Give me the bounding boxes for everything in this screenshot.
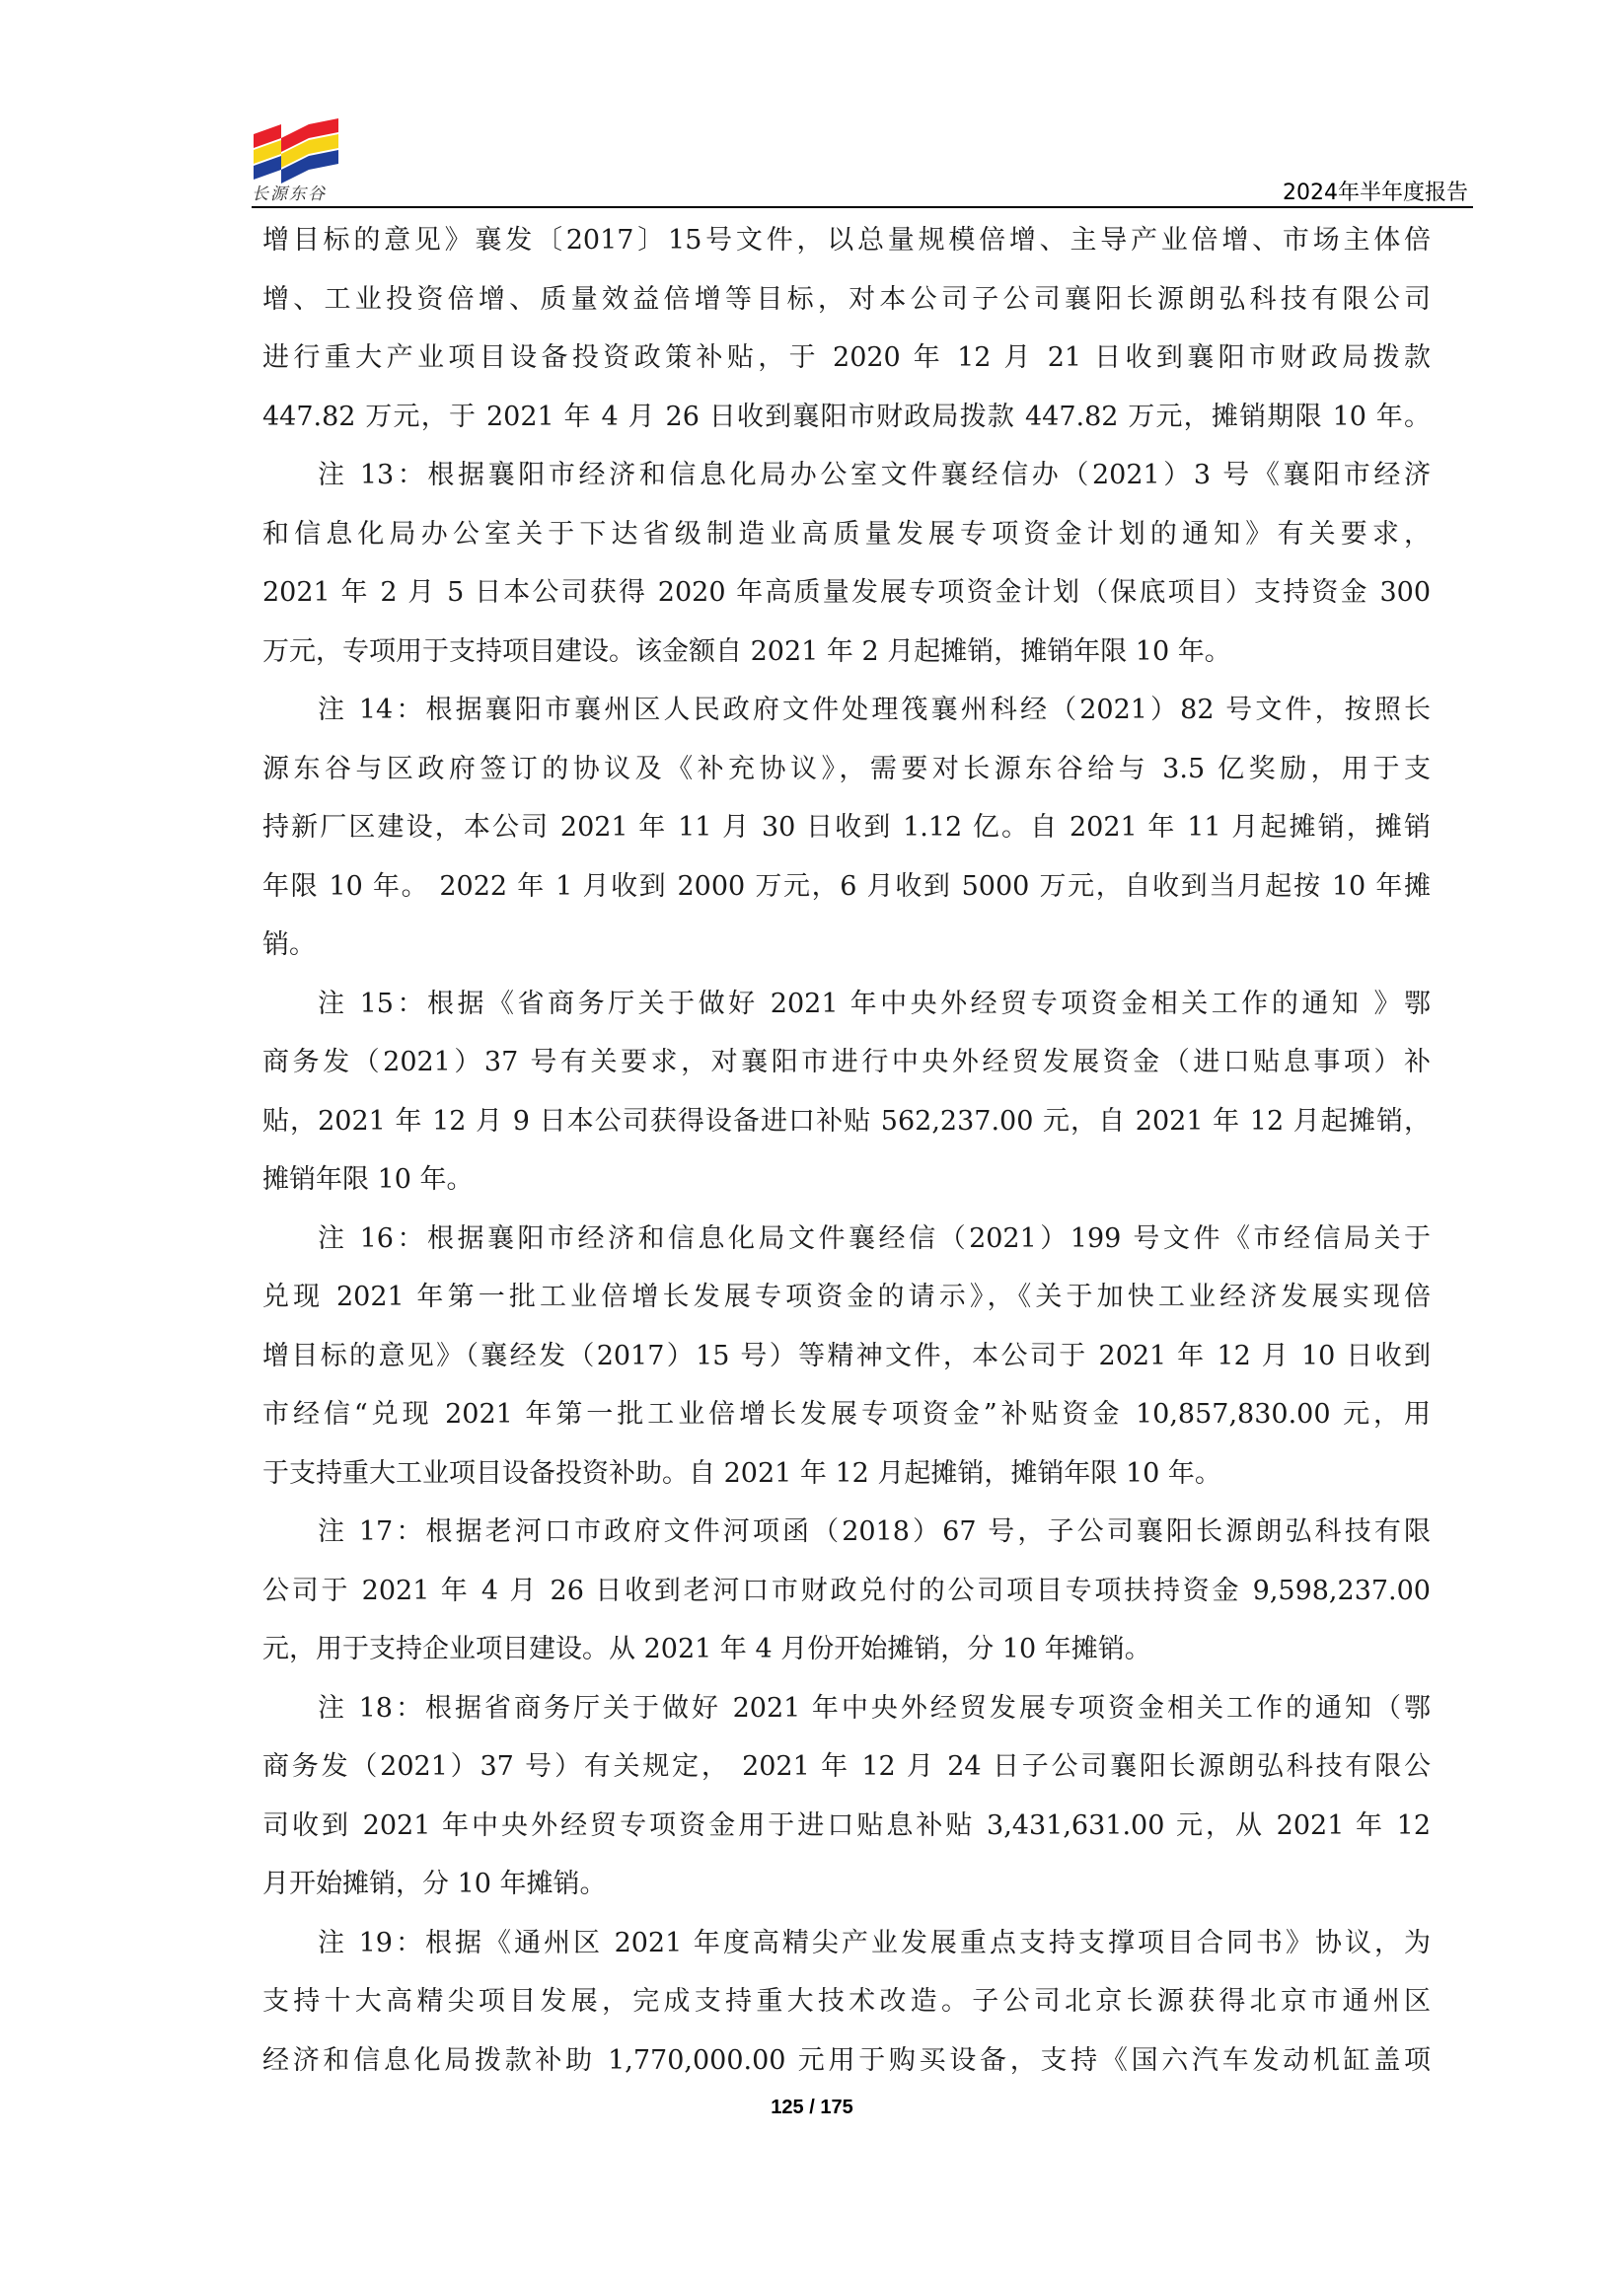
text-line: 2021 年 2 月 5 日本公司获得 2020 年高质量发展专项资金计划（保底项目）支持资金 300	[262, 577, 1431, 608]
text-line: 447.82 万元，于 2021 年 4 月 26 日收到襄阳市财政局拨款 447.82 万元，摊销期限 10 年。	[262, 401, 1431, 432]
text-line: 源东谷与区政府签订的协议及《补充协议》，需要对长源东谷给与 3.5 亿奖励，用于支	[262, 753, 1431, 784]
text-line: 月开始摊销，分 10 年摊销。	[262, 1869, 607, 1899]
text-line: 注 18：根据省商务厅关于做好 2021 年中央外经贸发展专项资金相关工作的通知（鄂	[318, 1692, 1431, 1724]
text-line: 于支持重大工业项目设备投资补助。自 2021 年 12 月起摊销，摊销年限 10 年。	[262, 1457, 1221, 1489]
text-line: 兑现 2021 年第一批工业倍增长发展专项资金的请示》，《关于加快工业经济发展实现倍	[262, 1282, 1431, 1312]
text-line: 年限 10 年。 2022 年 1 月收到 2000 万元，6 月收到 5000 万元，自收到当月起按 10 年摊	[262, 870, 1431, 902]
text-line: 万元，专项用于支持项目建设。该金额自 2021 年 2 月起摊销，摊销年限 10 年。	[262, 635, 1231, 667]
body-text	[262, 211, 1431, 2090]
text-line: 经济和信息化局拨款补助 1,770,000.00 元用于购买设备，支持《国六汽车发动机缸盖项	[262, 2044, 1431, 2076]
logo-text: 长源东谷	[252, 184, 327, 204]
text-line: 注 19：根据《通州区 2021 年度高精尖产业发展重点支持支撑项目合同书》协议，为	[318, 1927, 1431, 1958]
text-line: 注 16：根据襄阳市经济和信息化局文件襄经信（2021）199 号文件《市经信局关于	[318, 1222, 1431, 1254]
text-line: 注 13：根据襄阳市经济和信息化局办公室文件襄经信办（2021）3 号《襄阳市经济	[318, 460, 1431, 490]
text-line: 增目标的意见》襄发〔2017〕15号文件，以总量规模倍增、主导产业倍增、市场主体倍	[262, 225, 1431, 256]
text-line: 注 15：根据《省商务厅关于做好 2021 年中央外经贸专项资金相关工作的通知 》鄂	[318, 988, 1431, 1019]
text-line: 注 14：根据襄阳市襄州区人民政府文件处理筏襄州科经（2021）82 号文件，按照长	[318, 695, 1431, 725]
text-line: 支持十大高精尖项目发展，完成支持重大技术改造。子公司北京长源获得北京市通州区	[262, 1986, 1431, 2017]
text-line: 贴，2021 年 12 月 9 日本公司获得设备进口补贴 562,237.00 元，自 2021 年 12 月起摊销，	[262, 1105, 1431, 1137]
logo-stripes-icon	[252, 116, 340, 185]
text-line: 摊销年限 10 年。	[262, 1164, 474, 1195]
page-number: 125 / 175	[771, 2097, 853, 2118]
text-line: 商务发（2021）37 号有关要求，对襄阳市进行中央外经贸发展资金（进口贴息事项）补	[262, 1047, 1431, 1077]
text-line: 销。	[262, 929, 316, 960]
text-line: 增、工业投资倍增、质量效益倍增等目标，对本公司子公司襄阳长源朗弘科技有限公司	[262, 283, 1431, 315]
text-line: 持新厂区建设，本公司 2021 年 11 月 30 日收到 1.12 亿。自 2021 年 11 月起摊销，摊销	[262, 812, 1431, 843]
text-line: 进行重大产业项目设备投资政策补贴，于 2020 年 12 月 21 日收到襄阳市财政局拨款	[262, 342, 1431, 373]
text-line: 公司于 2021 年 4 月 26 日收到老河口市财政兑付的公司项目专项扶持资金 9,598,237.00	[262, 1575, 1431, 1606]
text-line: 市经信“兑现 2021 年第一批工业倍增长发展专项资金”补贴资金 10,857,830.00 元，用	[262, 1399, 1431, 1430]
header-divider	[252, 206, 1473, 208]
text-line: 元，用于支持企业项目建设。从 2021 年 4 月份开始摊销，分 10 年摊销。	[262, 1634, 1151, 1664]
text-line: 司收到 2021 年中央外经贸专项资金用于进口贴息补贴 3,431,631.00 元，从 2021 年 12	[262, 1809, 1431, 1841]
text-line: 注 17：根据老河口市政府文件河项函（2018）67 号，子公司襄阳长源朗弘科技有限	[318, 1516, 1431, 1547]
text-line: 商务发（2021）37 号）有关规定， 2021 年 12 月 24 日子公司襄阳长源朗弘科技有限公	[262, 1751, 1431, 1782]
text-line: 和信息化局办公室关于下达省级制造业高质量发展专项资金计划的通知》有关要求，	[262, 518, 1431, 550]
text-line: 增目标的意见》（襄经发（2017）15 号）等精神文件，本公司于 2021 年 12 月 10 日收到	[262, 1340, 1431, 1371]
report-title: 2024年半年度报告	[1283, 181, 1468, 205]
